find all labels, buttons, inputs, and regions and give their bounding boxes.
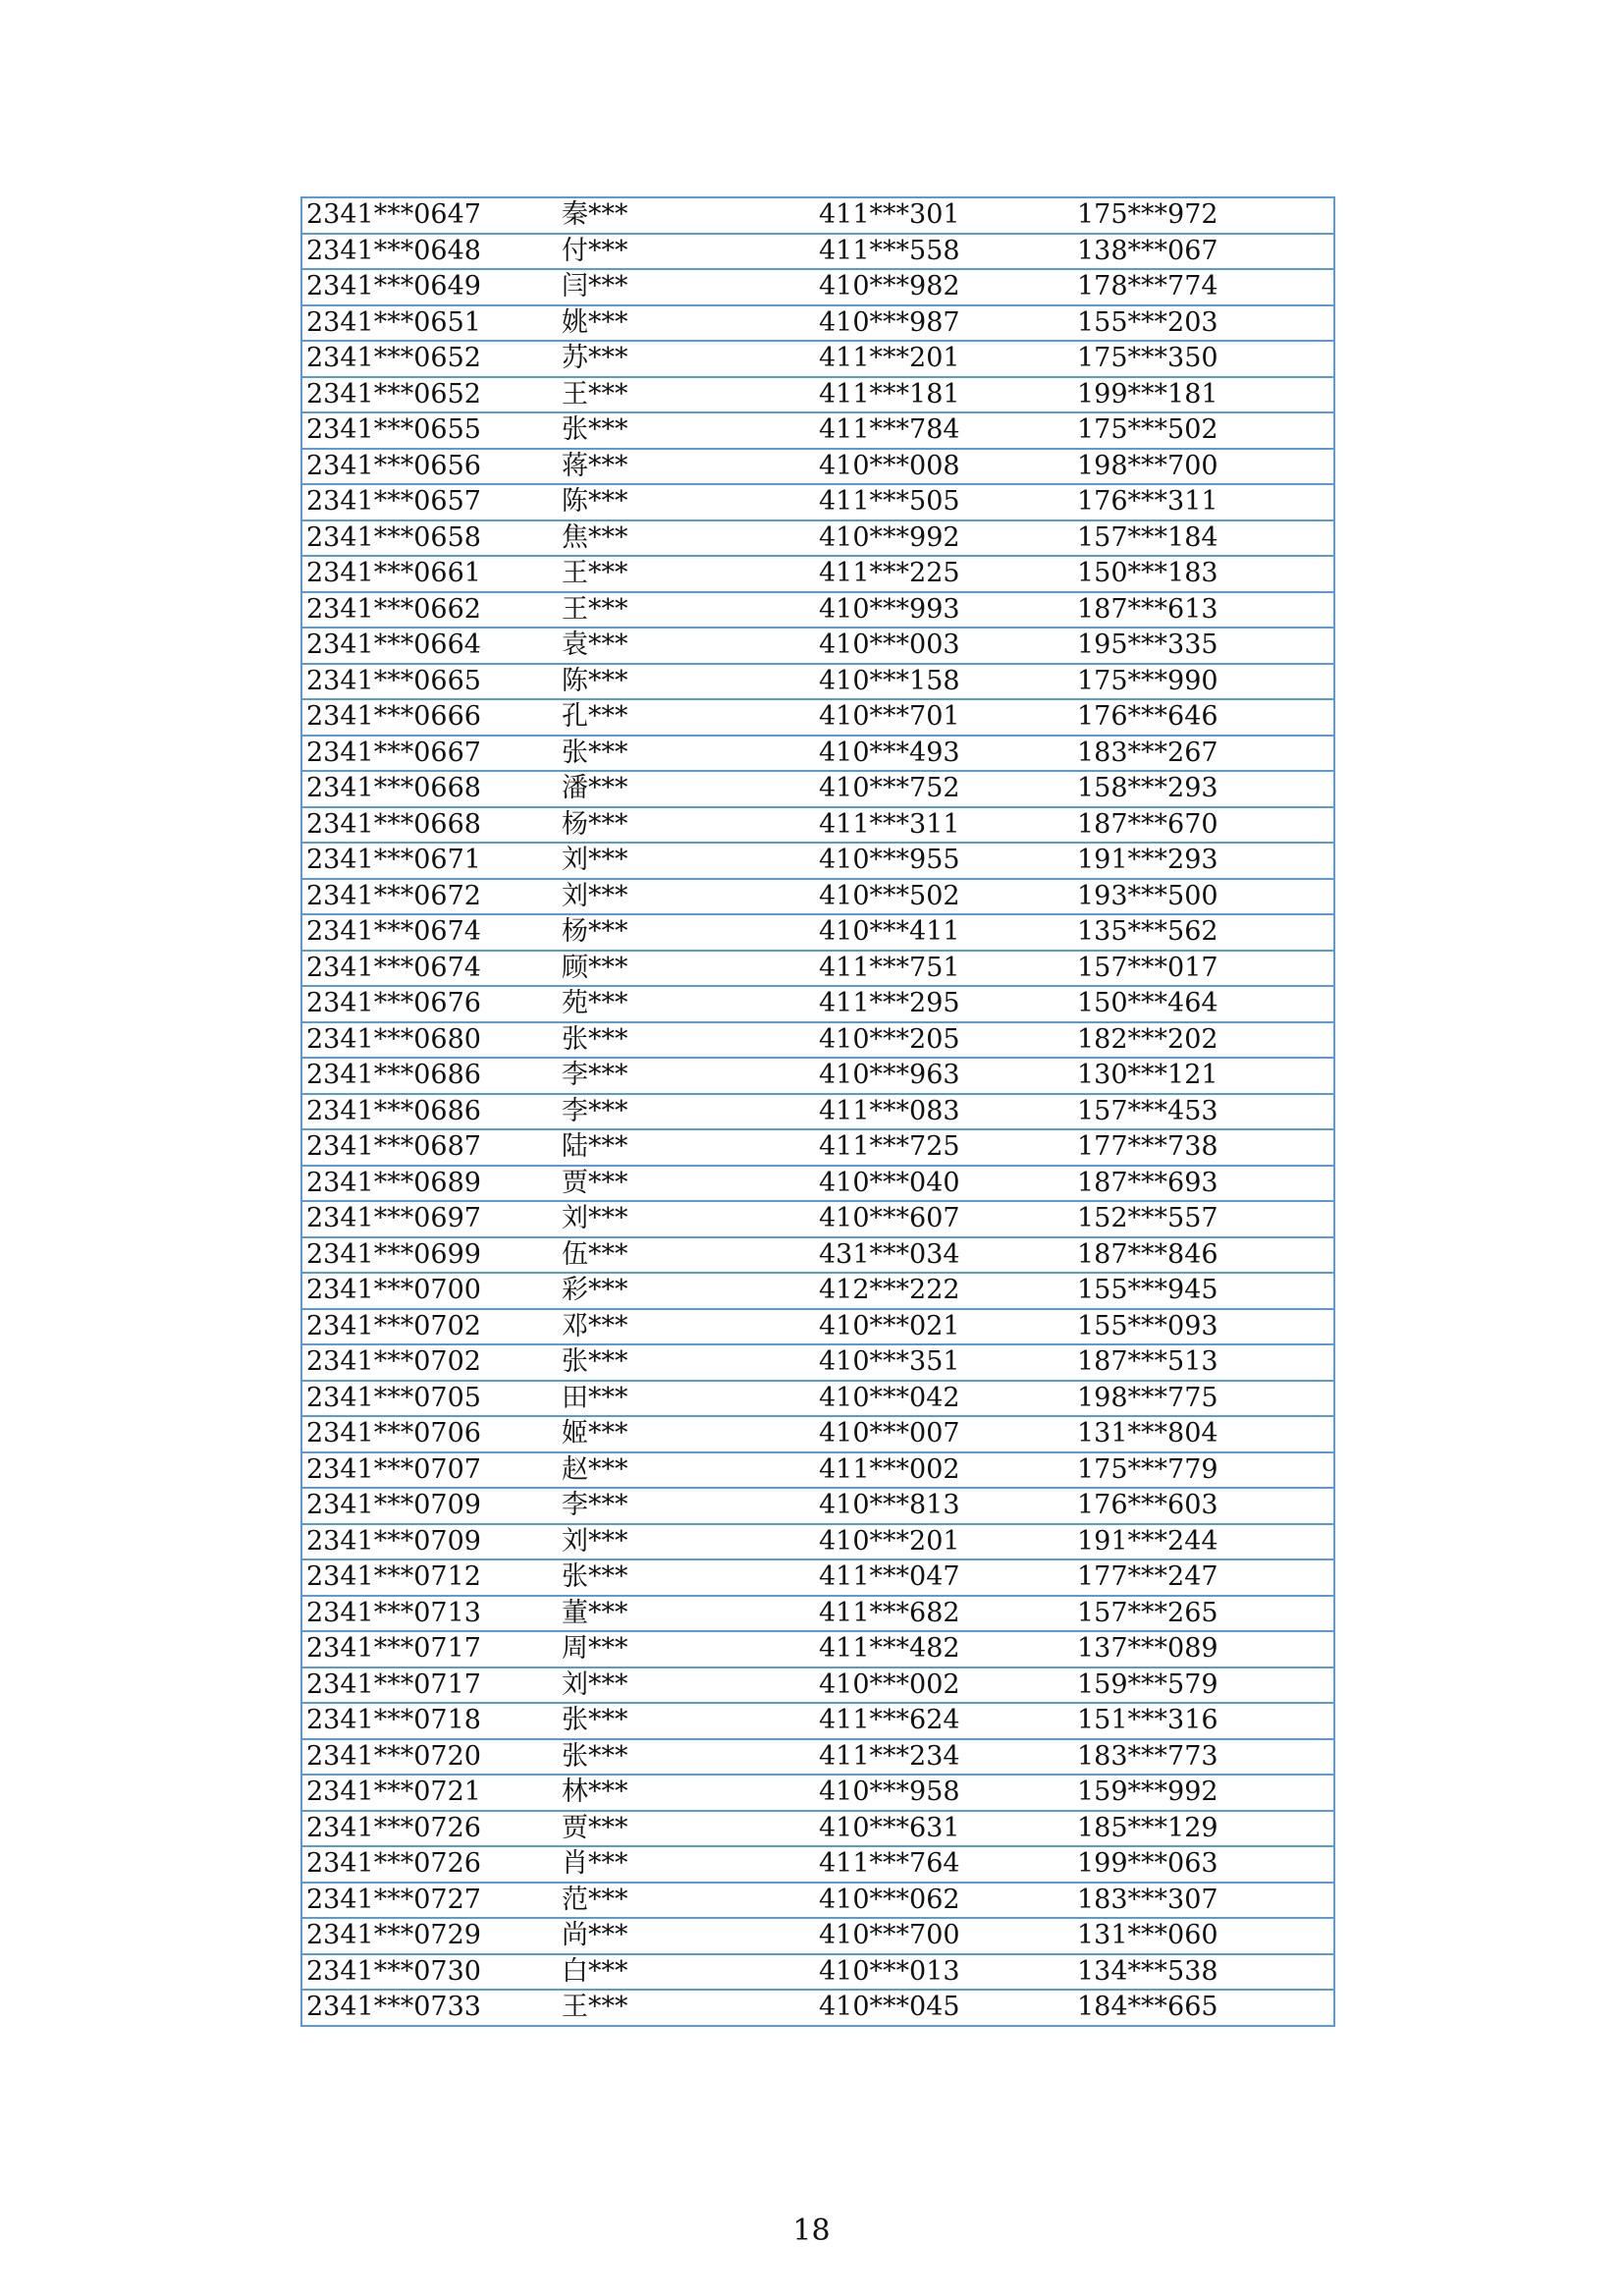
student-id-cell: 2341***0665 [301, 664, 558, 700]
phone-cell: 158***293 [1073, 771, 1334, 807]
student-id-cell: 2341***0717 [301, 1667, 558, 1704]
id-number-cell: 410***701 [815, 699, 1073, 736]
phone-cell: 137***089 [1073, 1631, 1334, 1667]
id-number-cell: 410***021 [815, 1309, 1073, 1345]
table-row [301, 234, 1334, 270]
student-id-cell: 2341***0726 [301, 1846, 558, 1883]
table-row [301, 1416, 1334, 1452]
phone-cell: 182***202 [1073, 1022, 1334, 1059]
name-cell: 苑*** [558, 986, 815, 1022]
phone-cell: 193***500 [1073, 879, 1334, 915]
student-id-cell: 2341***0661 [301, 556, 558, 592]
table-row [301, 1524, 1334, 1560]
id-number-cell: 411***784 [815, 412, 1073, 449]
phone-cell: 155***093 [1073, 1309, 1334, 1345]
id-number-cell: 411***725 [815, 1129, 1073, 1166]
table-row [301, 1811, 1334, 1847]
phone-cell: 175***779 [1073, 1452, 1334, 1489]
table-row [301, 1990, 1334, 2026]
student-id-cell: 2341***0662 [301, 592, 558, 629]
student-id-cell: 2341***0649 [301, 269, 558, 305]
student-id-cell: 2341***0680 [301, 1022, 558, 1059]
phone-cell: 187***513 [1073, 1344, 1334, 1381]
student-id-cell: 2341***0656 [301, 449, 558, 485]
table-row [301, 377, 1334, 413]
name-cell: 伍*** [558, 1237, 815, 1274]
id-number-cell: 411***225 [815, 556, 1073, 592]
table-row [301, 197, 1334, 234]
name-cell: 王*** [558, 556, 815, 592]
student-id-cell: 2341***0729 [301, 1918, 558, 1954]
student-id-cell: 2341***0686 [301, 1094, 558, 1130]
name-cell: 顾*** [558, 951, 815, 987]
table-row [301, 1022, 1334, 1059]
name-cell: 杨*** [558, 914, 815, 951]
id-number-cell: 410***607 [815, 1201, 1073, 1237]
student-id-cell: 2341***0721 [301, 1775, 558, 1811]
table-row [301, 1918, 1334, 1954]
id-number-cell: 411***234 [815, 1739, 1073, 1776]
table-row [301, 1273, 1334, 1309]
name-cell: 张*** [558, 1739, 815, 1776]
table-row [301, 1094, 1334, 1130]
table-row [301, 1846, 1334, 1883]
student-id-cell: 2341***0700 [301, 1273, 558, 1309]
student-id-cell: 2341***0674 [301, 914, 558, 951]
id-number-cell: 411***201 [815, 341, 1073, 377]
phone-cell: 151***316 [1073, 1703, 1334, 1739]
id-number-cell: 410***993 [815, 592, 1073, 629]
id-number-cell: 410***982 [815, 269, 1073, 305]
phone-cell: 175***972 [1073, 197, 1334, 234]
id-number-cell: 410***955 [815, 843, 1073, 879]
phone-cell: 198***700 [1073, 449, 1334, 485]
records-table-body [301, 197, 1334, 2026]
table-row [301, 843, 1334, 879]
student-id-cell: 2341***0702 [301, 1344, 558, 1381]
phone-cell: 199***181 [1073, 377, 1334, 413]
name-cell: 李*** [558, 1058, 815, 1094]
id-number-cell: 410***700 [815, 1918, 1073, 1954]
student-id-cell: 2341***0689 [301, 1166, 558, 1202]
phone-cell: 177***738 [1073, 1129, 1334, 1166]
table-row [301, 1452, 1334, 1489]
table-row [301, 628, 1334, 664]
student-id-cell: 2341***0666 [301, 699, 558, 736]
student-id-cell: 2341***0697 [301, 1201, 558, 1237]
student-id-cell: 2341***0647 [301, 197, 558, 234]
phone-cell: 159***992 [1073, 1775, 1334, 1811]
id-number-cell: 411***764 [815, 1846, 1073, 1883]
student-id-cell: 2341***0664 [301, 628, 558, 664]
id-number-cell: 411***181 [815, 377, 1073, 413]
table-row [301, 879, 1334, 915]
student-id-cell: 2341***0655 [301, 412, 558, 449]
phone-cell: 176***646 [1073, 699, 1334, 736]
student-id-cell: 2341***0648 [301, 234, 558, 270]
name-cell: 肖*** [558, 1846, 815, 1883]
table-row [301, 592, 1334, 629]
id-number-cell: 410***062 [815, 1883, 1073, 1919]
id-number-cell: 410***992 [815, 520, 1073, 557]
student-id-cell: 2341***0702 [301, 1309, 558, 1345]
name-cell: 袁*** [558, 628, 815, 664]
phone-cell: 199***063 [1073, 1846, 1334, 1883]
id-number-cell: 410***963 [815, 1058, 1073, 1094]
table-row [301, 1309, 1334, 1345]
student-id-cell: 2341***0657 [301, 484, 558, 520]
phone-cell: 183***307 [1073, 1883, 1334, 1919]
table-row [301, 1488, 1334, 1524]
name-cell: 姚*** [558, 305, 815, 342]
id-number-cell: 411***482 [815, 1631, 1073, 1667]
student-id-cell: 2341***0727 [301, 1883, 558, 1919]
name-cell: 白*** [558, 1954, 815, 1991]
student-id-cell: 2341***0652 [301, 377, 558, 413]
id-number-cell: 410***493 [815, 736, 1073, 772]
table-row [301, 305, 1334, 342]
student-id-cell: 2341***0651 [301, 305, 558, 342]
student-id-cell: 2341***0674 [301, 951, 558, 987]
table-row [301, 951, 1334, 987]
id-number-cell: 410***502 [815, 879, 1073, 915]
name-cell: 刘*** [558, 1201, 815, 1237]
phone-cell: 175***990 [1073, 664, 1334, 700]
name-cell: 刘*** [558, 879, 815, 915]
student-id-cell: 2341***0709 [301, 1488, 558, 1524]
name-cell: 赵*** [558, 1452, 815, 1489]
student-id-cell: 2341***0707 [301, 1452, 558, 1489]
table-row [301, 1703, 1334, 1739]
table-row [301, 1596, 1334, 1632]
name-cell: 贾*** [558, 1811, 815, 1847]
student-id-cell: 2341***0730 [301, 1954, 558, 1991]
student-id-cell: 2341***0705 [301, 1381, 558, 1417]
student-id-cell: 2341***0668 [301, 807, 558, 844]
id-number-cell: 410***008 [815, 449, 1073, 485]
table-row [301, 269, 1334, 305]
table-row [301, 807, 1334, 844]
name-cell: 付*** [558, 234, 815, 270]
id-number-cell: 410***002 [815, 1667, 1073, 1704]
student-id-cell: 2341***0652 [301, 341, 558, 377]
id-number-cell: 411***295 [815, 986, 1073, 1022]
name-cell: 李*** [558, 1094, 815, 1130]
name-cell: 张*** [558, 1022, 815, 1059]
student-id-cell: 2341***0687 [301, 1129, 558, 1166]
name-cell: 刘*** [558, 843, 815, 879]
name-cell: 闫*** [558, 269, 815, 305]
name-cell: 刘*** [558, 1524, 815, 1560]
student-id-cell: 2341***0672 [301, 879, 558, 915]
name-cell: 焦*** [558, 520, 815, 557]
phone-cell: 191***244 [1073, 1524, 1334, 1560]
student-id-cell: 2341***0712 [301, 1559, 558, 1596]
table-row [301, 449, 1334, 485]
phone-cell: 195***335 [1073, 628, 1334, 664]
id-number-cell: 411***624 [815, 1703, 1073, 1739]
id-number-cell: 410***351 [815, 1344, 1073, 1381]
phone-cell: 157***453 [1073, 1094, 1334, 1130]
name-cell: 苏*** [558, 341, 815, 377]
table-row [301, 1344, 1334, 1381]
name-cell: 杨*** [558, 807, 815, 844]
table-row [301, 1129, 1334, 1166]
id-number-cell: 410***158 [815, 664, 1073, 700]
id-number-cell: 411***505 [815, 484, 1073, 520]
phone-cell: 191***293 [1073, 843, 1334, 879]
phone-cell: 175***350 [1073, 341, 1334, 377]
name-cell: 邓*** [558, 1309, 815, 1345]
name-cell: 周*** [558, 1631, 815, 1667]
table-row [301, 914, 1334, 951]
id-number-cell: 431***034 [815, 1237, 1073, 1274]
id-number-cell: 411***558 [815, 234, 1073, 270]
name-cell: 姬*** [558, 1416, 815, 1452]
table-row [301, 1381, 1334, 1417]
name-cell: 王*** [558, 377, 815, 413]
name-cell: 王*** [558, 592, 815, 629]
phone-cell: 183***773 [1073, 1739, 1334, 1776]
table-row [301, 1237, 1334, 1274]
table-row [301, 1559, 1334, 1596]
table-row [301, 556, 1334, 592]
id-number-cell: 411***311 [815, 807, 1073, 844]
id-number-cell: 411***047 [815, 1559, 1073, 1596]
id-number-cell: 411***002 [815, 1452, 1073, 1489]
id-number-cell: 410***752 [815, 771, 1073, 807]
phone-cell: 134***538 [1073, 1954, 1334, 1991]
phone-cell: 130***121 [1073, 1058, 1334, 1094]
phone-cell: 131***060 [1073, 1918, 1334, 1954]
records-table [300, 196, 1335, 2027]
phone-cell: 176***603 [1073, 1488, 1334, 1524]
table-row [301, 736, 1334, 772]
id-number-cell: 410***411 [815, 914, 1073, 951]
table-row [301, 341, 1334, 377]
id-number-cell: 411***751 [815, 951, 1073, 987]
name-cell: 王*** [558, 1990, 815, 2026]
id-number-cell: 410***987 [815, 305, 1073, 342]
student-id-cell: 2341***0713 [301, 1596, 558, 1632]
name-cell: 陈*** [558, 484, 815, 520]
student-id-cell: 2341***0699 [301, 1237, 558, 1274]
student-id-cell: 2341***0718 [301, 1703, 558, 1739]
name-cell: 张*** [558, 1559, 815, 1596]
table-row [301, 520, 1334, 557]
phone-cell: 131***804 [1073, 1416, 1334, 1452]
phone-cell: 187***846 [1073, 1237, 1334, 1274]
id-number-cell: 410***205 [815, 1022, 1073, 1059]
table-row [301, 986, 1334, 1022]
table-row [301, 484, 1334, 520]
table-row [301, 664, 1334, 700]
table-row [301, 1954, 1334, 1991]
student-id-cell: 2341***0671 [301, 843, 558, 879]
id-number-cell: 410***013 [815, 1954, 1073, 1991]
id-number-cell: 410***040 [815, 1166, 1073, 1202]
phone-cell: 185***129 [1073, 1811, 1334, 1847]
table-row [301, 699, 1334, 736]
student-id-cell: 2341***0676 [301, 986, 558, 1022]
table-row [301, 1667, 1334, 1704]
student-id-cell: 2341***0686 [301, 1058, 558, 1094]
id-number-cell: 410***958 [815, 1775, 1073, 1811]
table-row [301, 1739, 1334, 1776]
name-cell: 田*** [558, 1381, 815, 1417]
name-cell: 刘*** [558, 1667, 815, 1704]
name-cell: 董*** [558, 1596, 815, 1632]
student-id-cell: 2341***0726 [301, 1811, 558, 1847]
id-number-cell: 410***201 [815, 1524, 1073, 1560]
name-cell: 李*** [558, 1488, 815, 1524]
student-id-cell: 2341***0667 [301, 736, 558, 772]
phone-cell: 157***265 [1073, 1596, 1334, 1632]
name-cell: 尚*** [558, 1918, 815, 1954]
name-cell: 张*** [558, 736, 815, 772]
student-id-cell: 2341***0717 [301, 1631, 558, 1667]
id-number-cell: 410***003 [815, 628, 1073, 664]
phone-cell: 187***693 [1073, 1166, 1334, 1202]
phone-cell: 150***464 [1073, 986, 1334, 1022]
phone-cell: 157***017 [1073, 951, 1334, 987]
student-id-cell: 2341***0709 [301, 1524, 558, 1560]
id-number-cell: 412***222 [815, 1273, 1073, 1309]
name-cell: 陆*** [558, 1129, 815, 1166]
id-number-cell: 410***045 [815, 1990, 1073, 2026]
phone-cell: 135***562 [1073, 914, 1334, 951]
table-row [301, 412, 1334, 449]
id-number-cell: 411***301 [815, 197, 1073, 234]
phone-cell: 155***945 [1073, 1273, 1334, 1309]
name-cell: 张*** [558, 1344, 815, 1381]
student-id-cell: 2341***0668 [301, 771, 558, 807]
name-cell: 贾*** [558, 1166, 815, 1202]
phone-cell: 155***203 [1073, 305, 1334, 342]
name-cell: 范*** [558, 1883, 815, 1919]
id-number-cell: 410***042 [815, 1381, 1073, 1417]
table-row [301, 1166, 1334, 1202]
name-cell: 林*** [558, 1775, 815, 1811]
table-row [301, 1058, 1334, 1094]
phone-cell: 198***775 [1073, 1381, 1334, 1417]
id-number-cell: 410***813 [815, 1488, 1073, 1524]
student-id-cell: 2341***0733 [301, 1990, 558, 2026]
phone-cell: 157***184 [1073, 520, 1334, 557]
id-number-cell: 410***007 [815, 1416, 1073, 1452]
name-cell: 蒋*** [558, 449, 815, 485]
name-cell: 陈*** [558, 664, 815, 700]
id-number-cell: 410***631 [815, 1811, 1073, 1847]
name-cell: 孔*** [558, 699, 815, 736]
phone-cell: 187***670 [1073, 807, 1334, 844]
table-row [301, 1201, 1334, 1237]
student-id-cell: 2341***0720 [301, 1739, 558, 1776]
phone-cell: 159***579 [1073, 1667, 1334, 1704]
table-row [301, 771, 1334, 807]
id-number-cell: 411***083 [815, 1094, 1073, 1130]
table-row [301, 1883, 1334, 1919]
name-cell: 潘*** [558, 771, 815, 807]
phone-cell: 184***665 [1073, 1990, 1334, 2026]
table-row [301, 1775, 1334, 1811]
name-cell: 张*** [558, 1703, 815, 1739]
phone-cell: 138***067 [1073, 234, 1334, 270]
name-cell: 张*** [558, 412, 815, 449]
phone-cell: 177***247 [1073, 1559, 1334, 1596]
id-number-cell: 411***682 [815, 1596, 1073, 1632]
phone-cell: 178***774 [1073, 269, 1334, 305]
phone-cell: 175***502 [1073, 412, 1334, 449]
student-id-cell: 2341***0706 [301, 1416, 558, 1452]
phone-cell: 152***557 [1073, 1201, 1334, 1237]
phone-cell: 150***183 [1073, 556, 1334, 592]
student-id-cell: 2341***0658 [301, 520, 558, 557]
phone-cell: 176***311 [1073, 484, 1334, 520]
phone-cell: 187***613 [1073, 592, 1334, 629]
table-row [301, 1631, 1334, 1667]
name-cell: 彩*** [558, 1273, 815, 1309]
name-cell: 秦*** [558, 197, 815, 234]
phone-cell: 183***267 [1073, 736, 1334, 772]
page-number: 18 [792, 2214, 831, 2248]
